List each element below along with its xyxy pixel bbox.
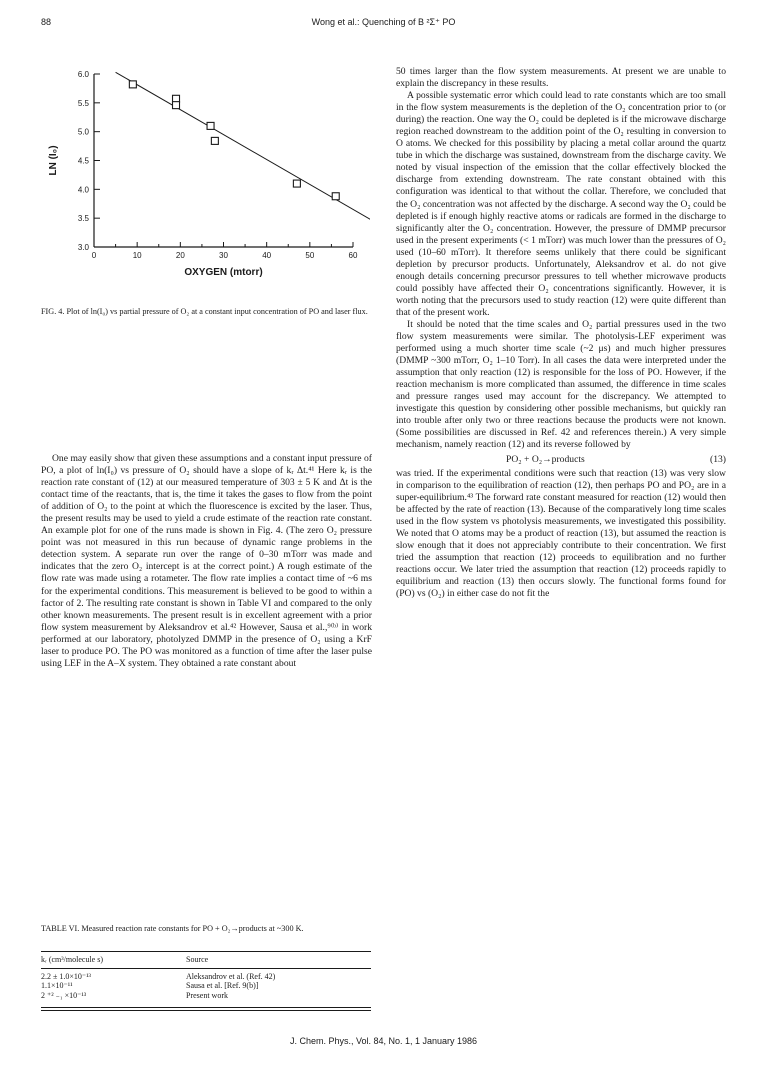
equation-13 (396, 454, 726, 466)
table-header-cell: Source (186, 955, 209, 964)
figure-4-chart (40, 58, 370, 298)
paragraph: was tried. If the experimental conditions were such that reaction (13) was very slow in comparison to the equilibration of reaction (12), then perhaps PO and PO₂ are in a super-equilibrium.⁴³ The forward rate constant measured for reaction (12) would then be affected by the rate of reaction (13). Because of the comparatively long time scales used in the flow system vs photolysis measurements, we investigated this possibility. We noted that O atoms may be a product of reaction (13), but assumed the reaction is slow enough that it does not appreciably contribute to their concentration. We first tried the assumption that reaction (12) proceeds to equilibration and no further reactions occur. We later tried the assumption that reaction (12) proceeds rapidly to equilibrium and reaction (13) then occurs slowly. The functional forms found for (PO) vs (O₂) in either case do not fit the (396, 467, 726, 600)
table-cell: 1.1×10⁻¹¹ (41, 981, 73, 990)
x-tick-label: 0 (91, 251, 97, 260)
left-column (41, 453, 372, 670)
x-tick-label: 50 (305, 251, 315, 260)
y-tick-label: 4.0 (77, 185, 89, 195)
figure-caption: FIG. 4. Plot of ln(I₀) vs partial pressure of O₂ at a constant input concentration of PO and laser flux. (41, 307, 368, 316)
table-cell: Sausa et al. [Ref. 9(b)] (186, 981, 259, 990)
running-title: Wong et al.: Quenching of B ²Σ⁺ PO (311, 17, 456, 27)
y-tick-label: 3.0 (77, 243, 89, 252)
x-tick-label: 40 (262, 251, 272, 260)
paragraph: One may easily show that given these assumptions and a constant input pressure of PO, a plot of ln(I₀) vs pressure of O₂ should have a slope of kᵣ Δt.⁴¹ Here kᵣ is the reaction rate constant of (12) at our measured temperature of 303 ± 5 K and Δt is the contact time of the reactants, that is, the time it takes the gases to flow from the point of addition of O₂ to the point at which the fluorescence is excited by the laser. Thus, the present results may be used to yield a crude estimate of the reaction rate constant. An example plot for one of the runs made is shown in Fig. 4. (The zero O₂ pressure point was not measured in this run because of dynamic range problems in the detection system. A separate run over the range of 0–30 mTorr was made and indicates that the zero O₂ intercept is at the correct point.) A rough estimate of the flow rate was made using a rotameter. The flow rate implies a contact time of ~6 ms for the experimental conditions. This measurement is believed to be good to within a factor of 2. The resulting rate constant is shown in Table VI and compared to the only other known measurements. The present result is in excellent agreement with a prior flow system measurement by Aleksandrov et al.⁴² However, Sausa et al.,⁹⁽ᵇ⁾ in work performed at our laboratory, photolyzed DMMP in the presence of O₂ using a KrF laser to produce PO. The PO was monitored as a function of time after the laser pulse using LEF in the A–X system. They obtained a rate constant about (41, 453, 372, 669)
x-tick-label: 10 (132, 251, 142, 260)
table-cell: 2 ⁺² ₋₁ ×10⁻¹³ (41, 990, 87, 1000)
data-point (207, 122, 214, 129)
x-axis-title: OXYGEN (mtorr) (184, 267, 263, 278)
right-column (396, 66, 726, 600)
table-vi (41, 951, 371, 1011)
y-tick-label: 5.5 (77, 98, 89, 108)
table-cell: Aleksandrov et al. (Ref. 42) (186, 971, 276, 981)
data-point (129, 81, 136, 88)
table-row (41, 972, 371, 982)
data-point (173, 102, 180, 109)
data-point (332, 193, 339, 200)
data-point (211, 137, 218, 144)
x-tick-label: 20 (175, 251, 185, 260)
paragraph: It should be noted that the time scales and O₂ partial pressures used in the two flow system measurements were similar. The photolysis-LEF experiment was performed using a much shorter time scale (~2 μs) and much higher pressures (DMMP ~300 mTorr, O₂ 1–10 Torr). In all cases the data were interpreted under the assumption that only reaction (12) is responsible for the loss of PO. However, if the reaction mechanism is more complicated than assumed, the difference in time scales and pressure ranges used may account for the discrepancy. We attempted to investigate this question by considering other possible mechanisms, but quickly ran into trouble after only two or three reactions because the products were not known. (Some possibilities are discussed in Ref. 42 and references therein.) A very simple mechanism, namely reaction (12) and its reverse followed by (396, 318, 726, 451)
x-tick-label: 60 (348, 251, 358, 260)
y-tick-label: 4.5 (77, 156, 89, 166)
table-row (41, 981, 371, 991)
y-tick-label: 3.5 (77, 214, 89, 224)
y-tick-label: 6.0 (77, 70, 89, 79)
y-tick-label: 5.0 (77, 127, 89, 137)
table-cell: 2.2 ± 1.0×10⁻¹³ (41, 971, 91, 981)
table-header-row (41, 952, 371, 968)
chart-axes (94, 74, 353, 247)
table-row (41, 991, 371, 1001)
y-axis-title: LN (I₀) (48, 145, 59, 176)
journal-footer: J. Chem. Phys., Vol. 84, No. 1, 1 January 1986 (289, 1036, 478, 1046)
table-cell: Present work (186, 990, 228, 1000)
table-caption: TABLE VI. Measured reaction rate constants for PO + O₂→products at ~300 K. (41, 924, 304, 933)
chart-ticks (78, 70, 358, 260)
table-header-cell: kᵣ (cm³/molecule s) (41, 955, 103, 964)
paragraph: 50 times larger than the flow system measurements. At present we are unable to explain the discrepancy in these results. (396, 66, 726, 90)
paragraph: A possible systematic error which could lead to rate constants which are too small in the flow system measurements is the depletion of the O₂ concentration prior to (or during) the reaction. One way the O₂ could be depleted is if the microwave discharge region reached downstream to the addition point of the O₂ resulting in conversion to O atoms. We checked for this possibility by placing a metal collar around the quartz tube in which the discharge was sustained, downstream from the discharge cavity. We noted by visual inspection of the emission that the collar effectively blocked the discharge from extending downstream. The rate constant obtained with this configuration was identical to that without the collar. Therefore, we concluded that the O₂ concentration was not affected by the discharge. A second way the O₂ could be depleted is if enough highly reactive atoms or radicals are formed in the discharge to significantly alter the O₂ concentration. However, the pressure of DMMP precursor used in the present experiments (< 1 mTorr) was much lower than the pressures of O₂ used (10–60 mTorr). It therefore seems unlikely that there could be significant depletion by precursor products. Unfortunately, Aleksandrov et al. do not give enough details concerning precursor pressures to tell whether microwave products could possibly have affected their O₂ concentrations significantly. However, it is worth noting that the precursors used to study reaction (12) were quite different than that of the present work. (396, 90, 726, 318)
equation-number: (13) (710, 453, 726, 465)
data-point (293, 180, 300, 187)
equation-text: PO₂ + O₂→products (506, 453, 585, 465)
page-number: 88 (41, 17, 52, 27)
x-tick-label: 30 (219, 251, 228, 260)
